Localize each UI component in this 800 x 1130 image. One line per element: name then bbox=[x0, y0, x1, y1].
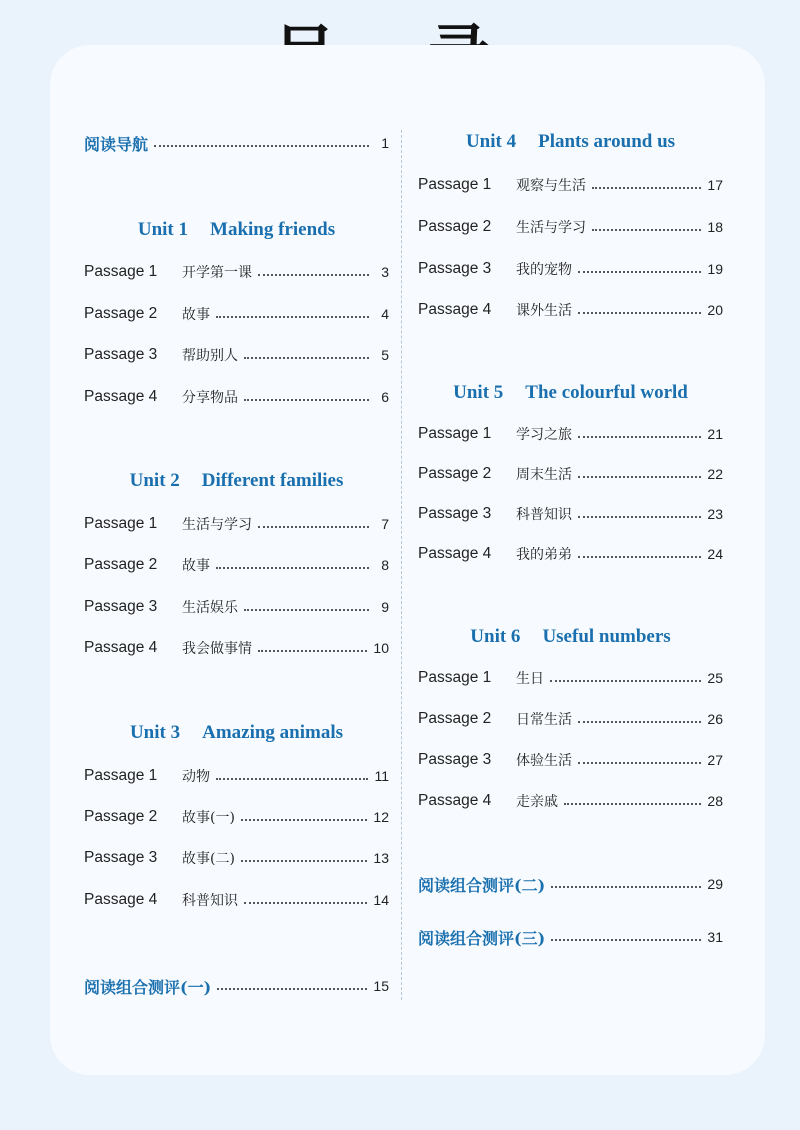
passage-label: Passage 2 bbox=[418, 465, 492, 482]
entry-title: 走亲戚 bbox=[516, 794, 558, 810]
entry-title: 我的宠物 bbox=[516, 262, 572, 278]
entry-title: 我会做事情 bbox=[182, 641, 252, 657]
leader-dots bbox=[564, 802, 701, 805]
page-number: 29 bbox=[707, 876, 723, 892]
leader-dots bbox=[578, 761, 701, 764]
unit-name: Useful numbers bbox=[542, 626, 671, 647]
passage-label: Passage 4 bbox=[84, 891, 158, 908]
leader-dots bbox=[550, 679, 701, 682]
page-number: 21 bbox=[707, 426, 723, 442]
page-number: 22 bbox=[707, 466, 723, 482]
unit-heading bbox=[418, 131, 723, 153]
toc-entry[interactable] bbox=[418, 748, 723, 772]
page-number: 9 bbox=[381, 599, 389, 615]
passage-label: Passage 2 bbox=[84, 556, 158, 573]
leader-dots bbox=[578, 270, 701, 273]
leader-dots bbox=[578, 555, 701, 558]
passage-label: Passage 4 bbox=[418, 545, 492, 562]
page-number: 3 bbox=[381, 264, 389, 280]
leader-dots bbox=[241, 859, 367, 862]
page-number: 25 bbox=[707, 670, 723, 686]
passage-label: Passage 3 bbox=[418, 751, 492, 768]
unit-number: Unit 5 bbox=[453, 382, 504, 403]
leader-dots bbox=[578, 515, 701, 518]
leader-dots bbox=[216, 777, 368, 780]
entry-title: 学习之旅 bbox=[516, 427, 572, 443]
unit-heading bbox=[418, 626, 723, 648]
toc-entry-review[interactable] bbox=[418, 925, 723, 949]
toc-entry[interactable] bbox=[84, 385, 389, 409]
leader-dots bbox=[244, 356, 369, 359]
page-number: 7 bbox=[381, 516, 389, 532]
toc-entry[interactable] bbox=[418, 707, 723, 731]
passage-label: Passage 3 bbox=[84, 849, 158, 866]
entry-title: 日常生活 bbox=[516, 712, 572, 728]
unit-name: The colourful world bbox=[525, 382, 688, 403]
entry-title: 故事 bbox=[182, 307, 210, 323]
page-number: 23 bbox=[707, 506, 723, 522]
toc-entry[interactable] bbox=[418, 257, 723, 281]
leader-dots bbox=[154, 144, 369, 147]
passage-label: Passage 2 bbox=[418, 710, 492, 727]
entry-title: 故事(二) bbox=[182, 851, 235, 867]
page-number: 24 bbox=[707, 546, 723, 562]
column-divider bbox=[401, 130, 402, 1000]
leader-dots bbox=[578, 475, 701, 478]
unit-number: Unit 1 bbox=[137, 219, 189, 240]
entry-title: 观察与生活 bbox=[516, 178, 586, 194]
leader-dots bbox=[551, 885, 701, 888]
entry-title: 动物 bbox=[182, 769, 210, 785]
unit-number: Unit 2 bbox=[129, 470, 180, 491]
passage-label: Passage 1 bbox=[84, 515, 158, 532]
leader-dots bbox=[592, 228, 701, 231]
passage-label: Passage 1 bbox=[418, 669, 492, 686]
toc-entry[interactable] bbox=[84, 888, 389, 912]
leader-dots bbox=[592, 186, 701, 189]
page-number: 1 bbox=[381, 135, 389, 151]
entry-title: 生活娱乐 bbox=[182, 600, 238, 616]
passage-label: Passage 4 bbox=[84, 639, 158, 656]
page-number: 14 bbox=[373, 892, 389, 908]
passage-label: Passage 4 bbox=[418, 792, 492, 809]
page-number: 5 bbox=[381, 347, 389, 363]
toc-entry[interactable] bbox=[84, 260, 389, 284]
entry-title: 阅读组合测评(一) bbox=[84, 977, 212, 997]
toc-entry[interactable] bbox=[84, 512, 389, 536]
toc-entry[interactable] bbox=[84, 636, 389, 660]
toc-entry[interactable] bbox=[418, 542, 723, 566]
passage-label: Passage 4 bbox=[84, 388, 158, 405]
page-number: 8 bbox=[381, 557, 389, 573]
leader-dots bbox=[258, 525, 369, 528]
leader-dots bbox=[578, 720, 701, 723]
page-number: 19 bbox=[707, 261, 723, 277]
leader-dots bbox=[216, 566, 369, 569]
unit-heading bbox=[418, 382, 723, 404]
passage-label: Passage 2 bbox=[84, 808, 158, 825]
page-number: 28 bbox=[707, 793, 723, 809]
unit-name: Different families bbox=[201, 470, 344, 491]
passage-label: Passage 1 bbox=[84, 767, 158, 784]
passage-label: Passage 1 bbox=[418, 176, 492, 193]
toc-entry[interactable] bbox=[84, 343, 389, 367]
toc-entry[interactable] bbox=[418, 215, 723, 239]
entry-title: 生活与学习 bbox=[182, 517, 252, 533]
page-number: 20 bbox=[707, 302, 723, 318]
toc-entry[interactable] bbox=[418, 666, 723, 690]
unit-number: Unit 3 bbox=[129, 722, 181, 743]
leader-dots bbox=[258, 649, 367, 652]
page-number: 4 bbox=[381, 306, 389, 322]
leader-dots bbox=[244, 398, 369, 401]
entry-title: 故事(一) bbox=[182, 810, 235, 826]
passage-label: Passage 1 bbox=[418, 425, 492, 442]
page-number: 6 bbox=[381, 389, 389, 405]
toc-entry[interactable] bbox=[418, 462, 723, 486]
page-number: 13 bbox=[373, 850, 389, 866]
leader-dots bbox=[216, 315, 369, 318]
passage-label: Passage 1 bbox=[84, 263, 158, 280]
entry-title: 生日 bbox=[516, 671, 544, 687]
unit-name: Amazing animals bbox=[202, 722, 344, 743]
toc-entry-review[interactable] bbox=[418, 872, 723, 896]
entry-title: 阅读导航 bbox=[84, 134, 149, 154]
page-number: 17 bbox=[707, 177, 723, 193]
page-number: 27 bbox=[707, 752, 723, 768]
leader-dots bbox=[217, 987, 367, 990]
leader-dots bbox=[241, 818, 367, 821]
page-number: 10 bbox=[373, 640, 389, 656]
entry-title: 体验生活 bbox=[516, 753, 572, 769]
unit-heading bbox=[84, 470, 389, 492]
leader-dots bbox=[244, 901, 367, 904]
toc-entry[interactable] bbox=[84, 595, 389, 619]
page-number: 12 bbox=[373, 809, 389, 825]
passage-label: Passage 3 bbox=[418, 505, 492, 522]
passage-label: Passage 2 bbox=[418, 218, 492, 235]
unit-heading bbox=[84, 219, 389, 241]
toc-entry[interactable] bbox=[84, 805, 389, 829]
entry-title: 我的弟弟 bbox=[516, 547, 572, 563]
unit-number: Unit 6 bbox=[470, 626, 521, 647]
passage-label: Passage 2 bbox=[84, 305, 158, 322]
entry-title: 生活与学习 bbox=[516, 220, 586, 236]
toc-entry[interactable] bbox=[418, 789, 723, 813]
entry-title: 阅读组合测评(三) bbox=[418, 928, 546, 948]
leader-dots bbox=[551, 938, 701, 941]
toc-entry[interactable] bbox=[84, 846, 389, 870]
unit-number: Unit 4 bbox=[465, 131, 517, 152]
unit-name: Making friends bbox=[210, 219, 336, 240]
entry-title: 开学第一课 bbox=[182, 265, 252, 281]
leader-dots bbox=[578, 311, 701, 314]
entry-title: 周末生活 bbox=[516, 467, 572, 483]
toc-entry[interactable] bbox=[418, 422, 723, 446]
page-number: 26 bbox=[707, 711, 723, 727]
entry-title: 阅读组合测评(二) bbox=[418, 875, 546, 895]
entry-title: 科普知识 bbox=[516, 507, 572, 523]
page-number: 31 bbox=[707, 929, 723, 945]
toc-entry[interactable] bbox=[418, 298, 723, 322]
passage-label: Passage 4 bbox=[418, 301, 492, 318]
toc-entry[interactable] bbox=[84, 302, 389, 326]
toc-entry[interactable] bbox=[84, 553, 389, 577]
toc-entry[interactable] bbox=[418, 173, 723, 197]
passage-label: Passage 3 bbox=[418, 260, 492, 277]
leader-dots bbox=[578, 435, 701, 438]
toc-entry[interactable] bbox=[418, 502, 723, 526]
entry-title: 分享物品 bbox=[182, 390, 238, 406]
entry-title: 故事 bbox=[182, 558, 210, 574]
toc-entry-nav[interactable] bbox=[84, 131, 389, 155]
leader-dots bbox=[258, 273, 369, 276]
page-number: 11 bbox=[374, 768, 389, 784]
entry-title: 帮助别人 bbox=[182, 348, 238, 364]
passage-label: Passage 3 bbox=[84, 598, 158, 615]
passage-label: Passage 3 bbox=[84, 346, 158, 363]
page-number: 18 bbox=[707, 219, 723, 235]
leader-dots bbox=[244, 608, 369, 611]
toc-entry[interactable] bbox=[84, 764, 389, 788]
entry-title: 课外生活 bbox=[516, 303, 572, 319]
page-number: 15 bbox=[373, 978, 389, 994]
toc-entry-review[interactable] bbox=[84, 974, 389, 998]
unit-heading bbox=[84, 722, 389, 744]
entry-title: 科普知识 bbox=[182, 893, 238, 909]
unit-name: Plants around us bbox=[538, 131, 676, 152]
